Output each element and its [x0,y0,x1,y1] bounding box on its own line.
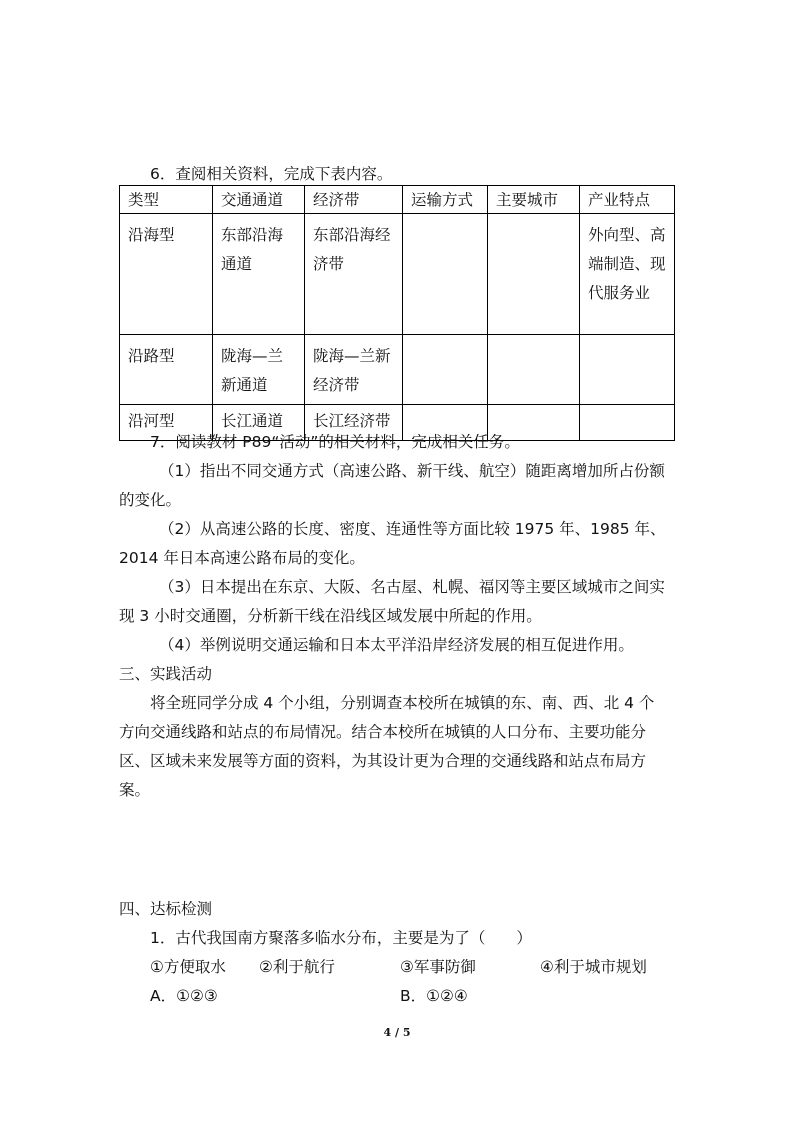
choice-a: A．①②③ [150,987,218,1005]
table-cell: 沿海型 [120,214,213,335]
question-7-title: 7．阅读教材 P89“活动”的相关材料，完成相关任务。 [150,433,520,451]
table-cell: 长江通道 [213,405,305,441]
section-heading-check: 四、达标检测 [119,900,213,918]
table-header-cell: 交通通道 [213,186,305,214]
table-cell: 长江经济带 [305,405,403,441]
practice-line-2: 方向交通线路和站点的布局情况。结合本校所在城镇的人口分布、主要功能分 [119,723,647,741]
table-cell: 陇海—兰新经济带 [305,335,403,405]
table-header-cell: 经济带 [305,186,403,214]
table-header-cell: 主要城市 [488,186,580,214]
practice-line-3: 区、区域未来发展等方面的资料，为其设计更为合理的交通线路和站点布局方 [119,752,647,770]
table-cell: 外向型、高端制造、现代服务业 [580,214,675,335]
check-question-1: 1．古代我国南方聚落多临水分布，主要是为了（ ） [150,929,532,947]
table-header-cell: 产业特点 [580,186,675,214]
option-2: ②利于航行 [259,958,335,976]
table-row [120,214,675,335]
table-cell [488,214,580,335]
task-3-line-1: （3）日本提出在东京、大阪、名古屋、札幌、福冈等主要区域城市之间实 [159,578,665,596]
task-2-line-1: （2）从高速公路的长度、密度、连通性等方面比较 1975 年、1985 年、 [159,520,666,538]
info-table [119,185,675,441]
table-cell: 东部沿海通道 [213,214,305,335]
section-heading-practice: 三、实践活动 [119,665,213,683]
table-cell: 东部沿海经济带 [305,214,403,335]
table-cell: 沿河型 [120,405,213,441]
option-4: ④利于城市规划 [540,958,647,976]
option-3: ③军事防御 [400,958,476,976]
task-4: （4）举例说明交通运输和日本太平洋沿岸经济发展的相互促进作用。 [159,636,634,654]
option-1: ①方便取水 [150,958,226,976]
table-header-cell: 运输方式 [403,186,488,214]
table-header-cell: 类型 [120,186,213,214]
page-number: 4 / 5 [383,1026,411,1039]
practice-line-1: 将全班同学分成 4 个小组，分别调查本校所在城镇的东、南、西、北 4 个 [150,694,655,712]
table-cell [580,405,675,441]
table-cell [403,214,488,335]
task-3-line-2: 现 3 小时交通圈，分析新干线在沿线区域发展中所起的作用。 [119,607,542,625]
practice-line-4: 案。 [119,781,151,799]
table-row [120,335,675,405]
table-header-row [120,186,675,214]
table-cell: 陇海—兰新通道 [213,335,305,405]
table-cell [488,335,580,405]
task-2-line-2: 2014 年日本高速公路布局的变化。 [119,549,365,567]
question-6-title: 6．查阅相关资料，完成下表内容。 [150,165,393,183]
task-1-line-2: 的变化。 [119,491,182,509]
table-cell: 沿路型 [120,335,213,405]
table-cell [580,335,675,405]
task-1-line-1: （1）指出不同交通方式（高速公路、新干线、航空）随距离增加所占份额 [159,462,665,480]
choice-b: B．①②④ [400,987,468,1005]
table-cell [403,335,488,405]
